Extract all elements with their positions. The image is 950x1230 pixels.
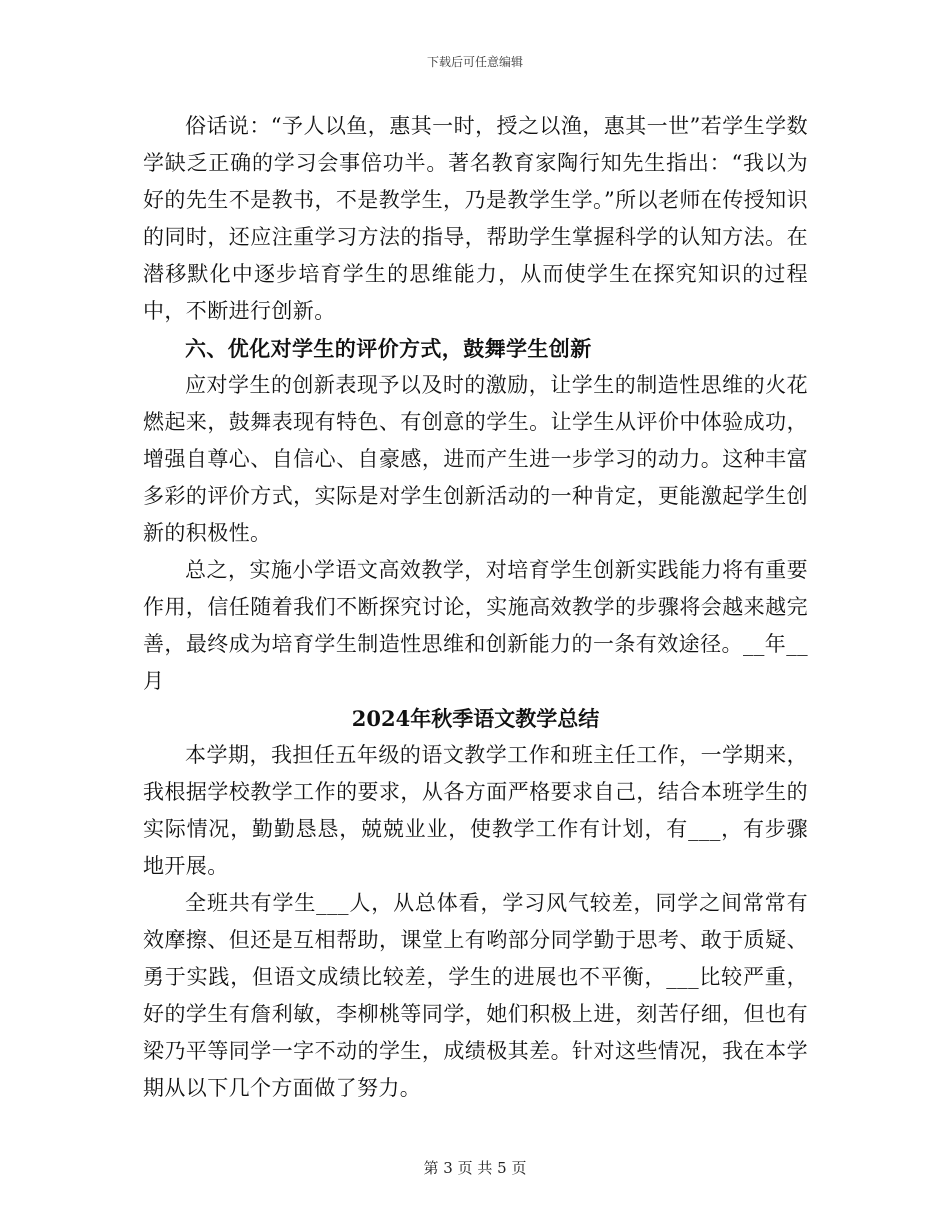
paragraph-evaluation: 应对学生的创新表现予以及时的激励，让学生的制造性思维的火花燃起来，鼓舞表现有特色、有创意的学生。让学生从评价中体验成功，增强自尊心、自信心、自豪感，进而产生进一步学习的动力。这种丰富多彩的评价方式，实际是对学生创新活动的一种肯定，更能激起学生创新的积极性。 <box>143 373 808 545</box>
paragraph-class-status: 全班共有学生___人，从总体看，学习风气较差，同学之间常常有效摩擦、但还是互相帮助，课堂上有哟部分同学勤于思考、敢于质疑、勇于实践，但语文成绩比较差，学生的进展也不平衡，___比较严重，好的学生有詹利敏，李柳桃等同学，她们积极上进，刻苦仔细，但也有梁乃平等同学一字不动的学生，成绩极其差。针对这些情况，我在本学期从以下几个方面做了努力。 <box>143 891 808 1100</box>
document-body <box>143 108 808 1107</box>
page-footer: 第 3 页 共 5 页 <box>423 1159 527 1177</box>
section-heading-six: 六、优化对学生的评价方式，鼓舞学生创新 <box>185 336 592 361</box>
paragraph-conclusion: 总之，实施小学语文高效教学，对培育学生创新实践能力将有重要作用，信任随着我们不断探究讨论，实施高效教学的步骤将会越来越完善，最终成为培育学生制造性思维和创新能力的一条有效途径。__年__月 <box>143 558 808 693</box>
page-header: 下载后可任意编辑 <box>426 55 523 69</box>
document-title: 2024年秋季语文教学总结 <box>351 706 600 731</box>
paragraph-semester: 本学期，我担任五年级的语文教学工作和班主任工作，一学期来，我根据学校教学工作的要求，从各方面严格要求自己，结合本班学生的实际情况，勤勤恳恳，兢兢业业，使教学工作有计划，有___，有步骤地开展。 <box>143 743 808 878</box>
paragraph-proverb: 俗话说：“予人以鱼，惠其一时，授之以渔，惠其一世”若学生学数学缺乏正确的学习会事倍功半。著名教育家陶行知先生指出：“我以为好的先生不是教书，不是教学生，乃是教学生学。”所以老师在传授知识的同时，还应注重学习方法的指导，帮助学生掌握科学的认知方法。在潜移默化中逐步培育学生的思维能力，从而使学生在探究知识的过程中，不断进行创新。 <box>143 114 808 323</box>
